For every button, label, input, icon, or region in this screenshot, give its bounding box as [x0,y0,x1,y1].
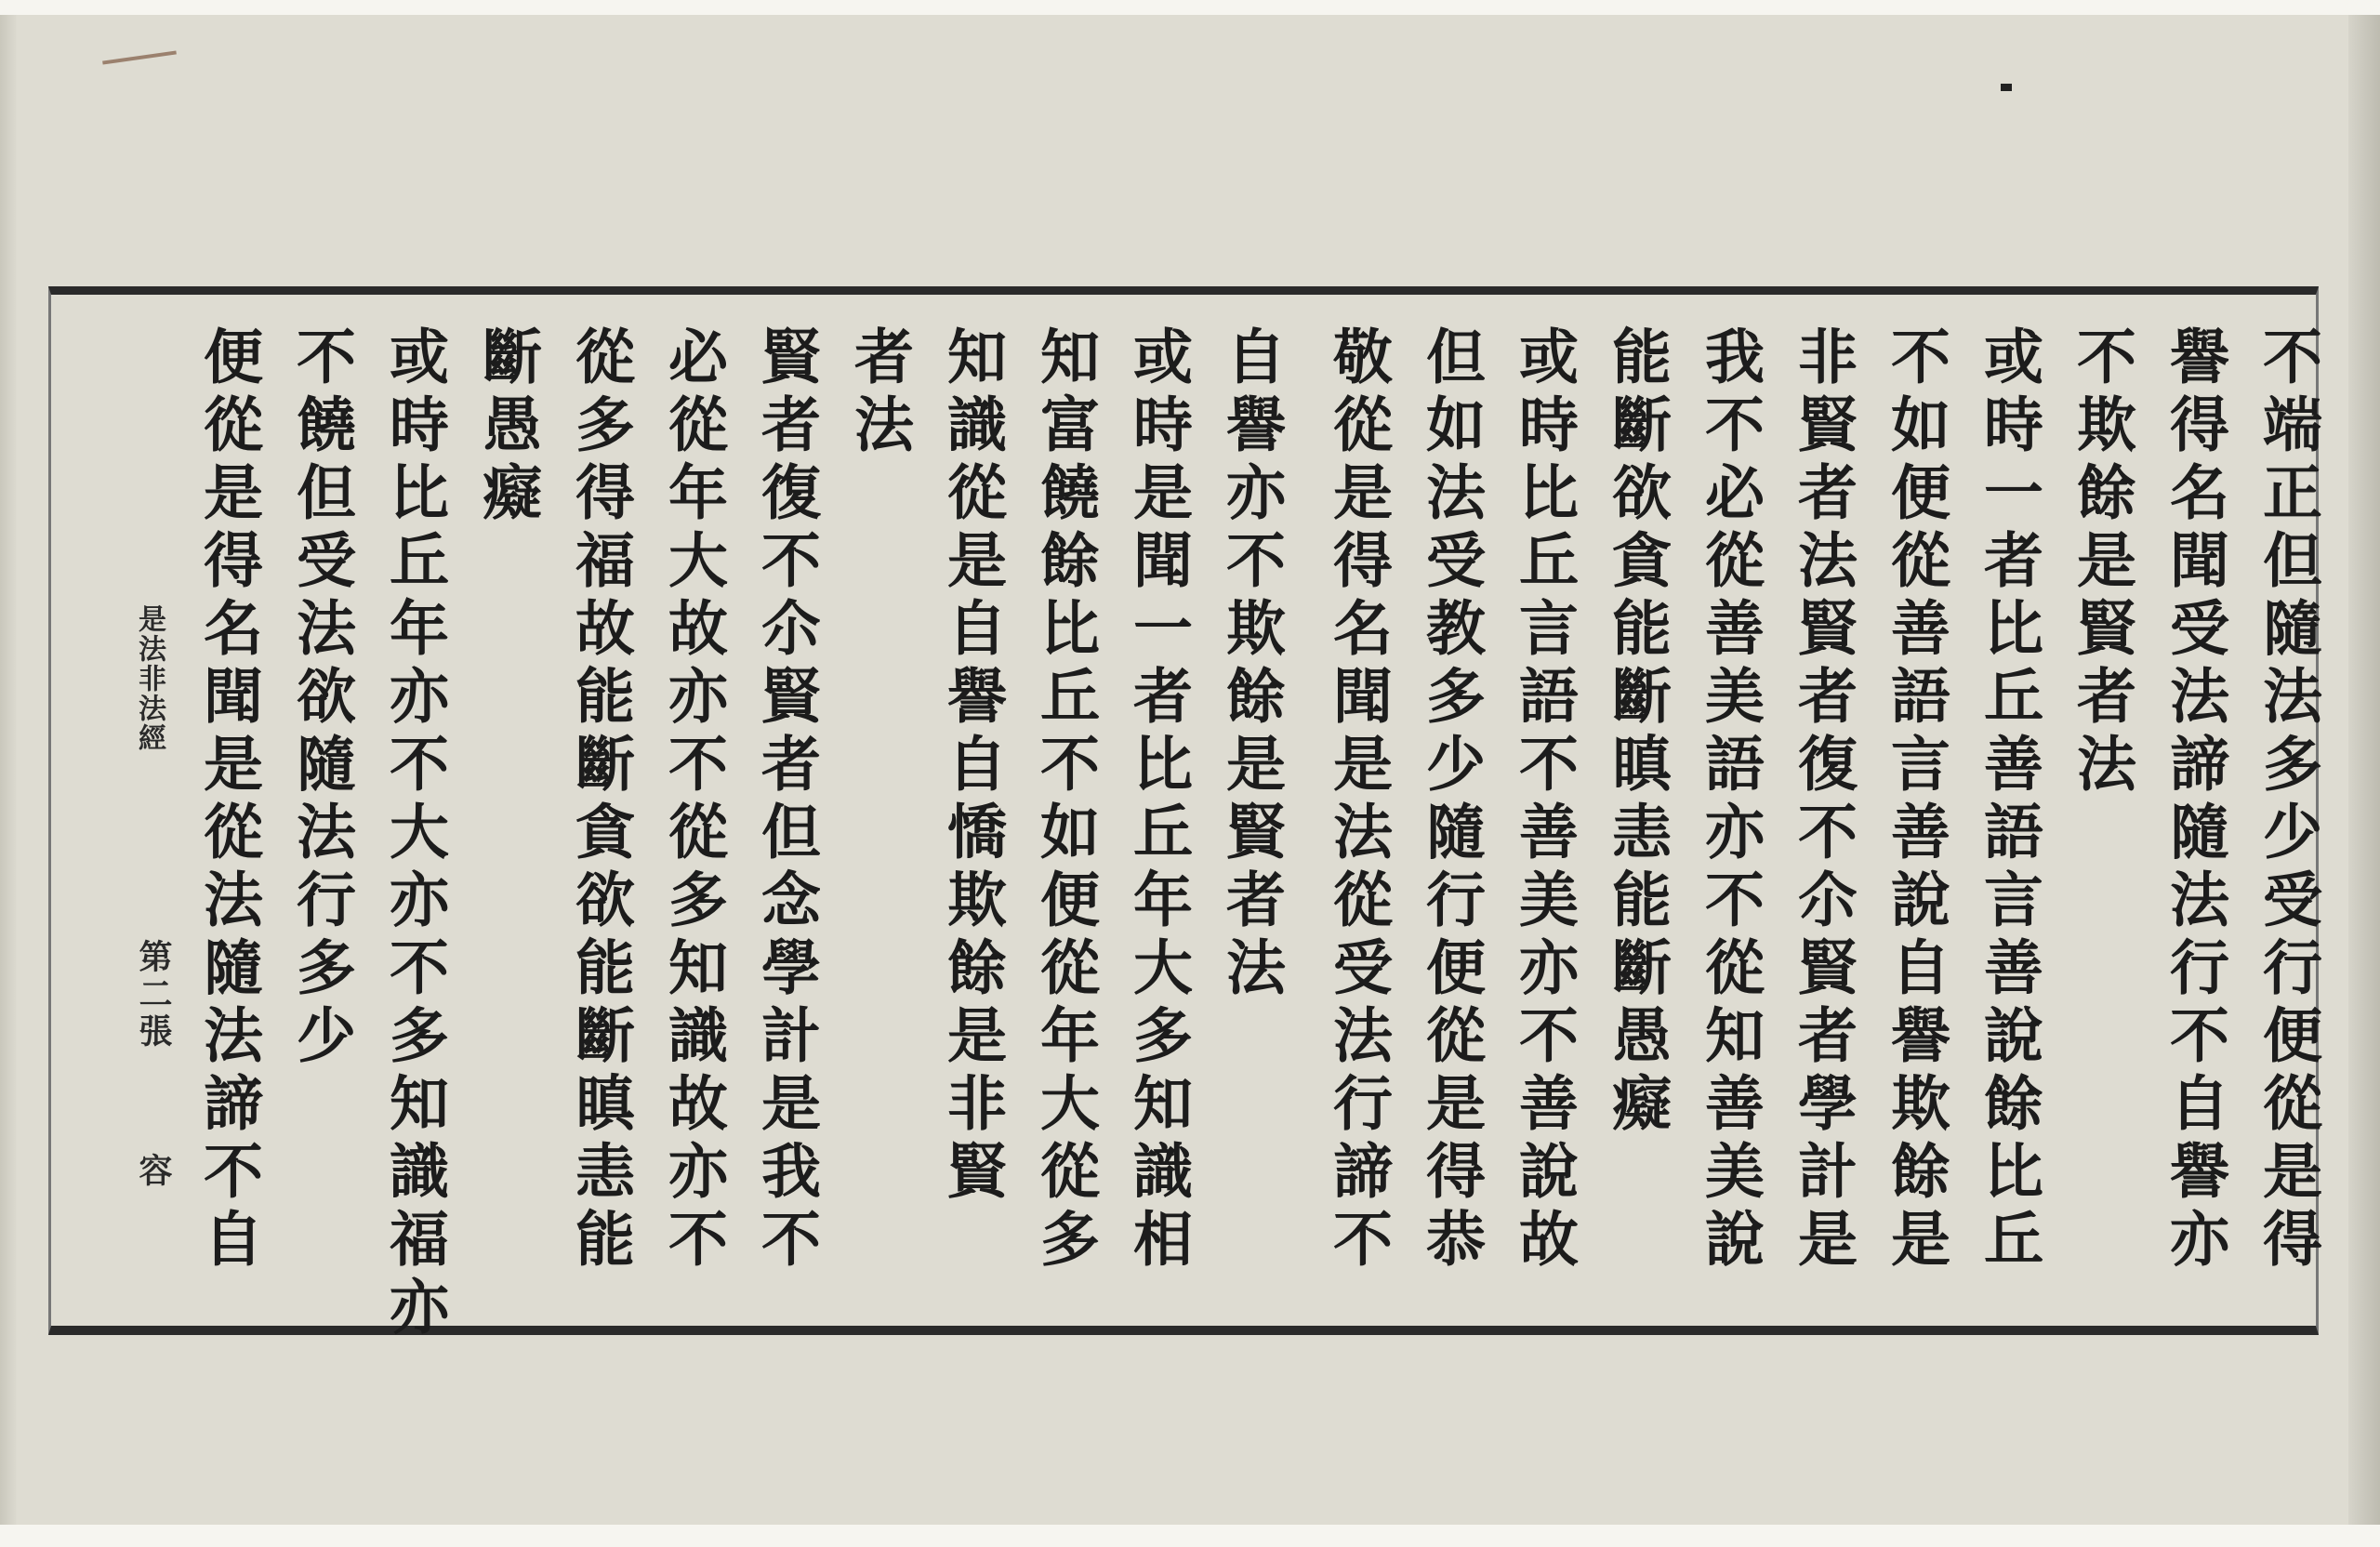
text-column-11: 敬從是得名聞是法從受法行諦不 [1323,325,1393,1276]
text-column-23: 便從是得名聞是從法隨法諦不自 [193,325,263,1276]
ink-dot-mark [2001,84,2012,91]
text-column-7: 我不必從善美語亦不從知善美說 [1695,325,1765,1276]
scan-bottom-margin [0,1525,2380,1547]
page-number-margin: 第二張 [134,939,173,1051]
text-column-2: 譽得名聞受法諦隨法行不自譽亦 [2160,325,2229,1276]
text-column-22: 不饒但受法欲隨法行多少 [286,325,356,1072]
text-column-10: 但如法受教多少隨行便從是得恭 [1416,325,1486,1276]
pencil-mark [102,50,177,64]
text-column-14: 知富饒餘比丘不如便從年大從多 [1030,325,1100,1276]
text-column-21: 或時比丘年亦不大亦不多知識福亦 [379,325,449,1343]
text-column-8: 能斷欲貪能斷瞋恚能斷愚癡 [1602,325,1672,1140]
text-column-15: 知識從是自譽自憍欺餘是非賢 [937,325,1007,1208]
text-column-3: 不欺餘是賢者法 [2067,325,2136,800]
scan-top-margin [0,0,2380,15]
text-column-18: 必從年大故亦不從多知識故亦不 [658,325,728,1276]
text-column-13: 或時是聞一者比丘年大多知識相 [1123,325,1193,1276]
text-column-12: 自譽亦不欺餘是賢者法 [1216,325,1286,1004]
carver-mark: 容 [134,1153,173,1186]
sutra-title-margin: 是法非法經 [133,604,165,753]
text-column-4: 或時一者比丘善語言善說餘比丘 [1974,325,2043,1276]
text-column-20: 斷愚癡 [472,325,542,529]
book-right-edge [2348,15,2380,1525]
text-column-16: 者法 [844,325,914,461]
text-column-1: 不端正但隨法多少受行便從是得 [2253,325,2322,1276]
book-left-edge [0,15,17,1525]
text-column-6: 非賢者法賢者復不尒賢者學計是 [1788,325,1858,1276]
text-column-5: 不如便從善語言善說自譽欺餘是 [1881,325,1950,1276]
text-column-9: 或時比丘言語不善美亦不善說故 [1509,325,1579,1276]
text-column-19: 從多得福故能斷貪欲能斷瞋恚能 [565,325,635,1276]
text-column-17: 賢者復不尒賢者但念學計是我不 [751,325,821,1276]
